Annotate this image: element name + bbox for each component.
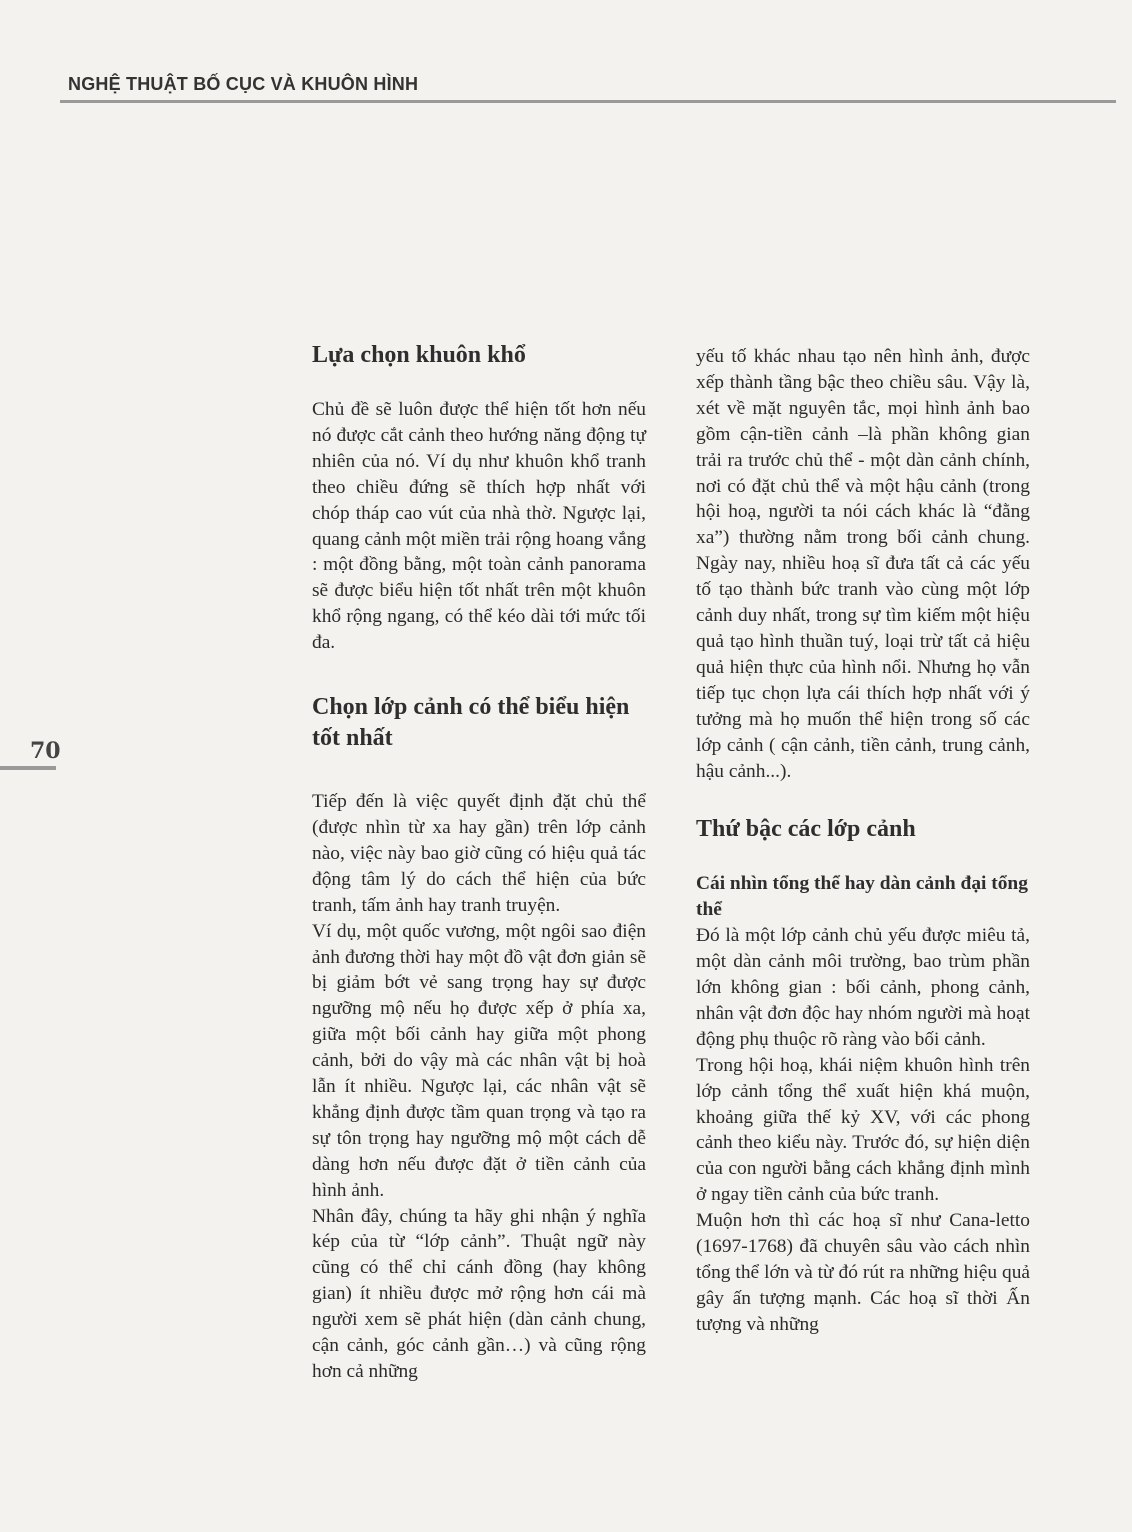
paragraph-overall-view: Đó là một lớp cảnh chủ yếu được miêu tả, một dàn cảnh môi trường, bao trùm phần lớn không gian : bối cảnh, phong cảnh, nhân vật đơn độc hay nhóm người mà hoạt động phụ thuộc rõ ràng vào bối cảnh.	[696, 925, 1030, 1050]
paragraph-format-intro: Chủ đề sẽ luôn được thể hiện tốt hơn nếu nó được cắt cảnh theo hướng năng động tự nhiên của nó. Ví dụ như khuôn khổ tranh theo chiều đứng sẽ thích hợp nhất với chóp tháp cao vút của nhà thờ. Ngược lại, quang cảnh một miền trải rộng hoang vắng : một đồng bằng, một toàn cảnh panorama sẽ được biểu hiện tốt nhất trên một khuôn khổ rộng ngang, có thể kéo dài tới mức tối đa.	[312, 399, 646, 654]
page-number: 70	[30, 738, 61, 764]
paragraph-painting-history: Trong hội hoạ, khái niệm khuôn hình trên lớp cảnh tổng thể xuất hiện khá muộn, khoảng giữa thế kỷ XV, với các phong cảnh theo kiểu này. Trước đó, sự hiện diện của con người bằng cách khẳng định mình ở ngay tiền cảnh của bức tranh.	[696, 1054, 1030, 1206]
header-rule	[60, 100, 1116, 103]
paragraph-example: Ví dụ, một quốc vương, một ngôi sao điện ảnh đương thời hay một đồ vật đơn giản sẽ bị giảm bớt vẻ sang trọng hay sự được ngưỡng mộ nếu họ được xếp ở phía xa, giữa một bối cảnh hay giữa một phong cảnh, bởi do vậy mà các nhân vật bị hoà lẫn ít nhiều. Ngược lại, các nhân vật sẽ khẳng định được tầm quan trọng và tạo ra sự tôn trọng hay ngưỡng mộ một cách dễ dàng hơn nếu được đặt ở tiền cảnh của hình ảnh.	[312, 920, 646, 1201]
section-heading-hierarchy: Thứ bậc các lớp cảnh	[696, 816, 916, 843]
subheading-overall-view: Cái nhìn tổng thể hay dàn cảnh đại tổng thể	[696, 873, 1028, 921]
paragraph-continuation: yếu tố khác nhau tạo nên hình ảnh, được xếp thành tầng bậc theo chiều sâu. Vậy là, xét về mặt nguyên tắc, mọi hình ảnh bao gồm cận-tiền cảnh –là phần không gian trải ra trước chủ thể - một dàn cảnh chính, nơi có đặt chủ thể và một hậu cảnh (trong hội hoạ, người ta nói cách khác là “đằng xa”) thường nằm trong bối cảnh chung. Ngày nay, nhiều hoạ sĩ đưa tất cả các yếu tố tạo thành bức tranh vào cùng một lớp cảnh duy nhất, trong sự tìm kiếm một hiệu quả tạo hình thuần tuý, loại trừ tất cả hiệu quả hiện thực của hình nổi. Nhưng họ vẫn tiếp tục chọn lựa cái thích hợp nhất với ý tưởng mà họ muốn thể hiện trong số các lớp cảnh ( cận cảnh, tiền cảnh, trung cảnh, hậu cảnh...).	[696, 346, 1030, 782]
page-number-rule	[0, 766, 56, 770]
right-column	[696, 344, 1030, 1338]
paragraph-canaletto: Muộn hơn thì các hoạ sĩ như Cana-letto (1697-1768) đã chuyên sâu vào cách nhìn tổng thể lớn và từ đó rút ra những hiệu quả gây ấn tượng mạnh. Các hoạ sĩ thời Ấn tượng và những	[696, 1210, 1030, 1335]
section-heading-plane-choice: Chọn lớp cảnh có thể biểu hiện tốt nhất	[312, 694, 630, 752]
left-column	[312, 340, 646, 1385]
running-header: NGHỆ THUẬT BỐ CỤC VÀ KHUÔN HÌNH	[68, 74, 419, 94]
paragraph-plane-choice: Tiếp đến là việc quyết định đặt chủ thể (được nhìn từ xa hay gần) trên lớp cảnh nào, việc này bao giờ cũng có hiệu quả tác động tâm lý do cách thể hiện của bức tranh, tấm ảnh hay tranh truyện.	[312, 791, 646, 916]
paragraph-double-meaning: Nhân đây, chúng ta hãy ghi nhận ý nghĩa kép của từ “lớp cảnh”. Thuật ngữ này cũng có thể chỉ cánh đồng (hay không gian) ít nhiều được mở rộng hơn cái mà người xem sẽ phát hiện (dàn cảnh chung, cận cảnh, góc cảnh gần…) và cũng rộng hơn cả những	[312, 1205, 646, 1382]
section-heading-format: Lựa chọn khuôn khổ	[312, 342, 526, 368]
